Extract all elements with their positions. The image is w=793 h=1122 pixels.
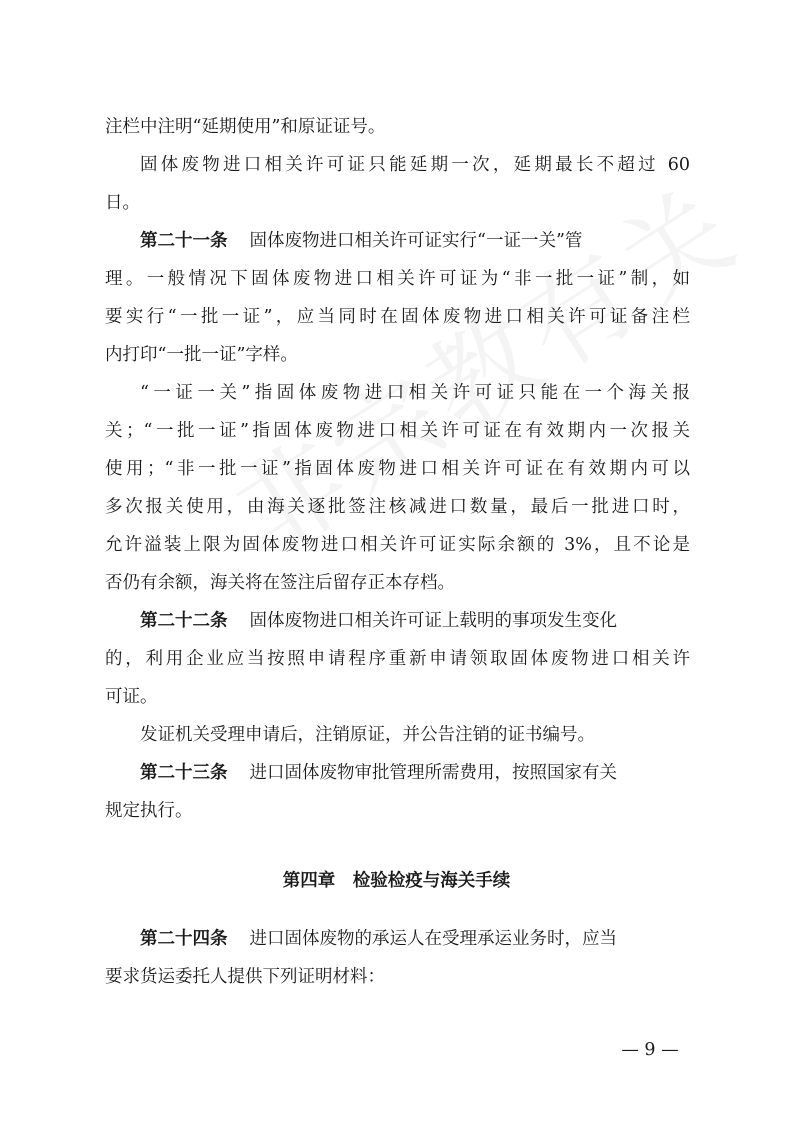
paragraph-line: 理。一般情况下固体废物进口相关许可证为“非一批一证”制，如 <box>105 269 690 289</box>
article-heading: 第二十三条 <box>140 763 228 783</box>
paragraph-line: 规定执行。 <box>105 801 193 821</box>
paragraph-line: “一证一关”指固体废物进口相关许可证只能在一个海关报 <box>140 383 690 403</box>
paragraph-text: 进口固体废物的承运人在受理承运业务时，应当 <box>249 929 617 949</box>
paragraph-line: 发证机关受理申请后，注销原证，并公告注销的证书编号。 <box>140 725 595 745</box>
paragraph-line: 的，利用企业应当按照申请程序重新申请领取固体废物进口相关许 <box>105 649 690 669</box>
paragraph-line: 要求货运委托人提供下列证明材料： <box>105 967 385 987</box>
paragraph-line: 注栏中注明“延期使用”和原证证号。 <box>105 117 386 137</box>
article-24-first-line <box>140 924 690 954</box>
paragraph-line: 允许溢装上限为固体废物进口相关许可证实际余额的 3%，且不论是 <box>105 535 690 555</box>
paragraph-text: 固体废物进口相关许可证实行“一证一关”管 <box>249 231 583 251</box>
paragraph-line: 可证。 <box>105 687 158 707</box>
article-heading: 第二十二条 <box>140 611 228 631</box>
article-heading: 第二十四条 <box>140 929 228 949</box>
paragraph-line: 多次报关使用，由海关逐批签注核减进口数量，最后一批进口时， <box>105 497 690 517</box>
article-21-first-line <box>140 226 690 256</box>
paragraph-line: 内打印“一批一证”字样。 <box>105 345 298 365</box>
paragraph-line: 要实行“一批一证”，应当同时在固体废物进口相关许可证备注栏 <box>105 307 690 327</box>
paragraph-line: 日。 <box>105 193 140 213</box>
article-22-first-line <box>140 606 690 636</box>
page-number: — 9 — <box>621 1040 679 1060</box>
paragraph-line: 关；“一批一证”指固体废物进口相关许可证在有效期内一次报关 <box>105 421 690 441</box>
paragraph-text: 进口固体废物审批管理所需费用，按照国家有关 <box>249 763 617 783</box>
article-heading: 第二十一条 <box>140 231 228 251</box>
paragraph-line: 固体废物进口相关许可证只能延期一次，延期最长不超过 60 <box>140 155 690 175</box>
paragraph-line: 否仍有余额，海关将在签注后留存正本存档。 <box>105 573 455 593</box>
article-23-first-line <box>140 758 690 788</box>
chapter-heading: 第四章 检验检疫与海关手续 <box>282 871 511 891</box>
paragraph-line: 使用；“非一批一证”指固体废物进口相关许可证在有效期内可以 <box>105 459 690 479</box>
paragraph-text: 固体废物进口相关许可证上载明的事项发生变化 <box>249 611 617 631</box>
